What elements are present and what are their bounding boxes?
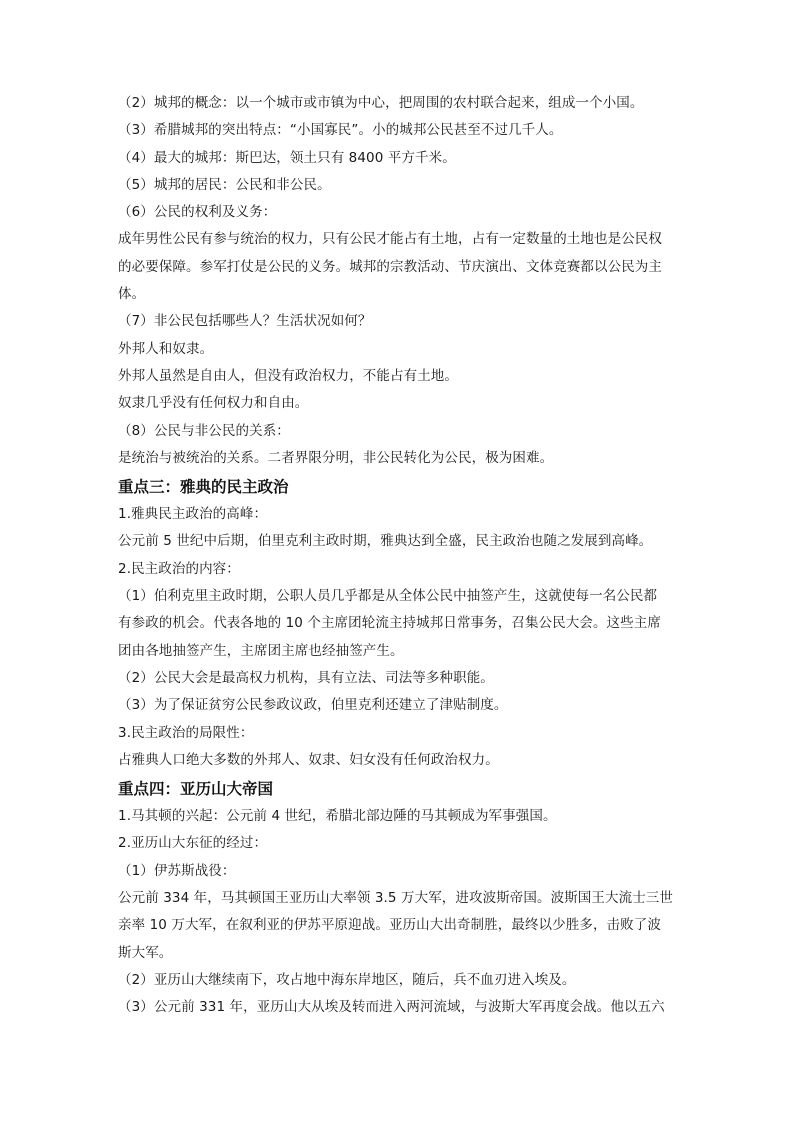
issus-line-1: 公元前 334 年，马其顿国王亚历山大率领 3.5 万大军，进攻波斯帝国。波斯国王大流士三世 [118, 890, 674, 907]
point-7-non-citizens: （7）非公民包括哪些人？生活状况如何？ [118, 313, 372, 330]
item-1-macedon-rise: 1.马其顿的兴起：公元前 4 世纪，希腊北部边陲的马其顿成为军事强国。 [118, 808, 557, 825]
item-2-democracy-content: 2.民主政治的内容： [118, 560, 240, 577]
campaign-1-issus: （1）伊苏斯战役： [118, 862, 236, 879]
point-2-city-state-concept: （2）城邦的概念：以一个城市或市镇为中心，把周围的农村联合起来，组成一个小国。 [118, 95, 644, 111]
limitations-answer: 占雅典人口绝大多数的外邦人、奴隶、妇女没有任何政治权力。 [118, 751, 499, 768]
point-8-relationship: （8）公民与非公民的关系： [118, 422, 290, 439]
rights-paragraph-line-2: 的必要保障。参军打仗是公民的义务。城邦的宗教活动、节庆演出、文体竞赛都以公民为主 [118, 258, 662, 275]
rights-paragraph-line-1: 成年男性公民有参与统治的权力，只有公民才能占有土地，占有一定数量的土地也是公民权 [118, 231, 662, 248]
campaign-2-egypt: （2）亚历山大继续南下，攻占地中海东岸地区，随后，兵不血刃进入埃及。 [118, 971, 576, 988]
point-4-largest-city-state: （4）最大的城邦：斯巴达，领土只有 8400 平方千米。 [118, 149, 456, 166]
issus-line-3: 斯大军。 [118, 944, 173, 961]
slaves-status: 奴隶几乎没有任何权力和自由。 [118, 395, 309, 412]
rights-paragraph-line-3: 体。 [118, 286, 146, 303]
point-5-residents: （5）城邦的居民：公民和非公民。 [118, 176, 331, 193]
item-1-democracy-peak: 1.雅典民主政治的高峰： [118, 506, 268, 523]
content-1-line-2: 有参政的机会。代表各地的 10 个主席团轮流主持城邦日常事务，召集公民大会。这些主席 [118, 615, 661, 632]
section-heading-alexander-empire: 重点四：亚历山大帝国 [118, 779, 274, 799]
content-1-line-1: （1）伯利克里主政时期，公职人员几乎都是从全体公民中抽签产生，这就使每一名公民都 [118, 588, 658, 605]
item-3-limitations: 3.民主政治的局限性： [118, 724, 254, 741]
point-6-rights-duties: （6）公民的权利及义务： [118, 204, 277, 221]
relationship-answer: 是统治与被统治的关系。二者界限分明，非公民转化为公民，极为困难。 [118, 449, 554, 466]
content-3-allowance: （3）为了保证贫穷公民参政议政，伯里克利还建立了津贴制度。 [118, 697, 508, 714]
non-citizens-answer: 外邦人和奴隶。 [118, 340, 214, 357]
democracy-peak-answer: 公元前 5 世纪中后期，伯里克利主政时期，雅典达到全盛，民主政治也随之发展到高峰。 [118, 533, 653, 550]
issus-line-2: 亲率 10 万大军，在叙利亚的伊苏平原迎战。亚历山大出奇制胜，最终以少胜多，击败了波 [118, 917, 661, 934]
section-heading-athenian-democracy: 重点三：雅典的民主政治 [118, 477, 289, 497]
point-3-greek-city-features: （3）希腊城邦的突出特点：“小国寡民”。小的城邦公民甚至不过几千人。 [118, 122, 563, 139]
item-2-eastern-campaign: 2.亚历山大东征的经过： [118, 835, 268, 852]
foreigners-status: 外邦人虽然是自由人，但没有政治权力，不能占有土地。 [118, 367, 458, 384]
campaign-3-mesopotamia: （3）公元前 331 年，亚历山大从埃及转而进入两河流域，与波斯大军再度会战。他以五六 [118, 999, 665, 1016]
document-page [118, 90, 678, 1022]
content-2-assembly: （2）公民大会是最高权力机构，具有立法、司法等多种职能。 [118, 669, 494, 686]
content-1-line-3: 团由各地抽签产生，主席团主席也经抽签产生。 [118, 642, 404, 659]
